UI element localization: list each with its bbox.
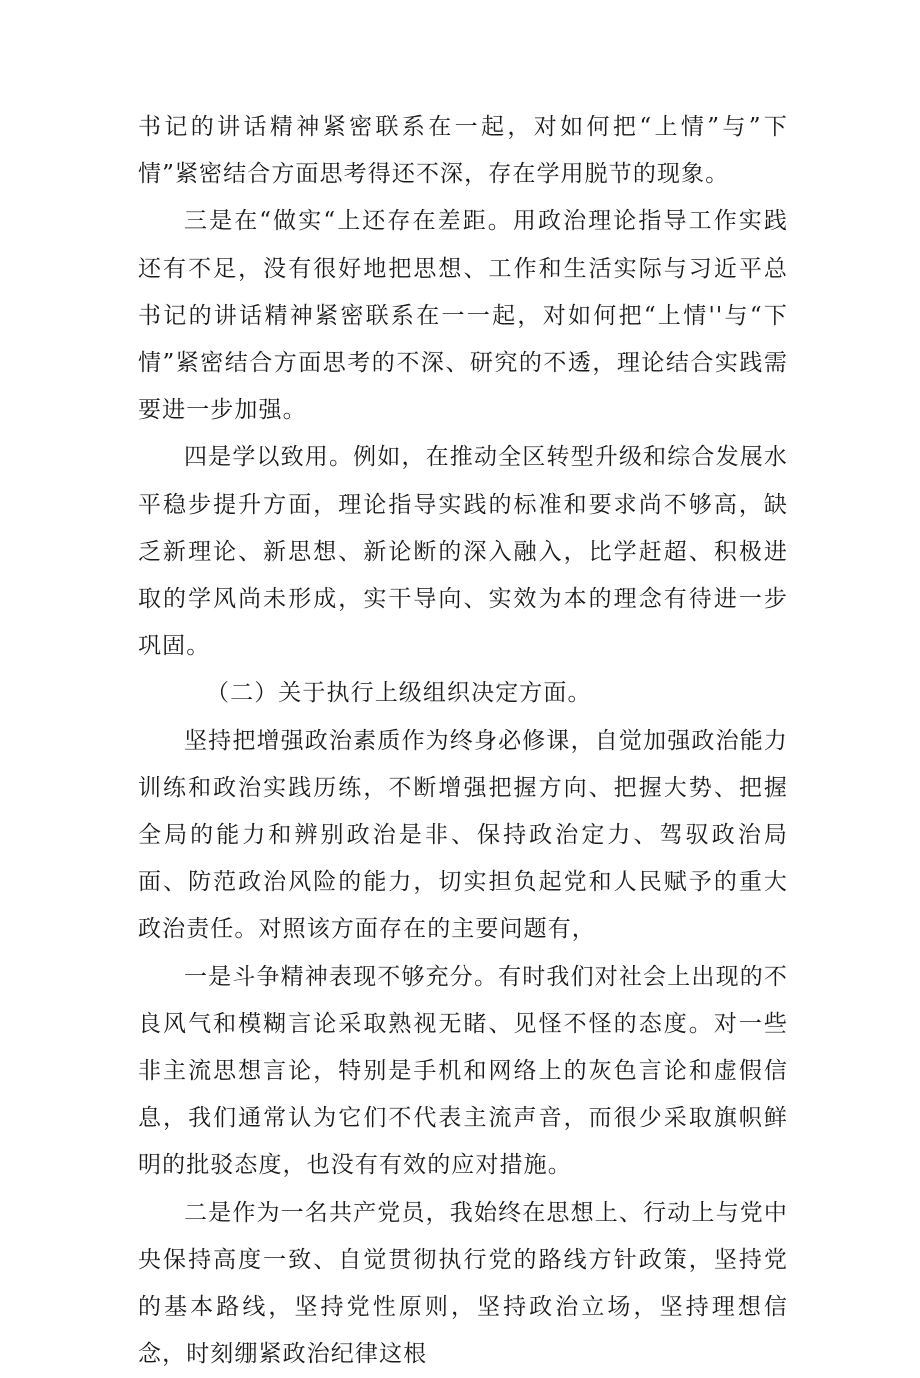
paragraph-point-three: 三是在“做实“上还存在差距。用政治理论指导工作实践还有不足，没有很好地把思想、工作和生活实际与习近平总书记的讲话精神紧密联系在一一起，对如何把“上情''与“下情”紧密结合方面思考的不深、研究的不透，理论结合实践需要进一步加强。 (138, 208, 788, 424)
paragraph-section-intro: 坚持把增强政治素质作为终身必修课，自觉加强政治能力训练和政治实践历练，不断增强把握方向、把握大势、把握全局的能力和辨别政治是非、保持政治定力、驾驭政治局面、防范政治风险的能力，切实担负起党和人民赋予的重大政治责任。对照该方面存在的主要问题有， (138, 727, 788, 943)
document-body (138, 104, 788, 1378)
paragraph-continuation: 书记的讲话精神紧密联系在一起，对如何把“上情”与”下情”紧密结合方面思考得还不深，存在学用脱节的现象。 (138, 114, 788, 188)
paragraph-point-two: 二是作为一名共产党员，我始终在思想上、行动上与党中央保持高度一致、自觉贯彻执行党的路线方针政策，坚持党的基本路线，坚持党性原则，坚持政治立场，坚持理想信念，时刻绷紧政治纪律这根 (138, 1199, 788, 1368)
section-heading: （二）关于执行上级组织决定方面。 (206, 680, 592, 707)
paragraph-point-one: 一是斗争精神表现不够充分。有时我们对社会上出现的不良风气和模糊言论采取熟视无睹、见怪不怪的态度。对一些非主流思想言论，特别是手机和网络上的灰色言论和虚假信息，我们通常认为它们不代表主流声音，而很少采取旗帜鲜明的批驳态度，也没有有效的应对措施。 (138, 963, 788, 1179)
paragraph-point-four: 四是学以致用。例如，在推动全区转型升级和综合发展水平稳步提升方面，理论指导实践的标准和要求尚不够高，缺乏新理论、新思想、新论断的深入融入，比学赶超、积极进取的学风尚未形成，实干导向、实效为本的理念有待进一步巩固。 (138, 444, 788, 660)
